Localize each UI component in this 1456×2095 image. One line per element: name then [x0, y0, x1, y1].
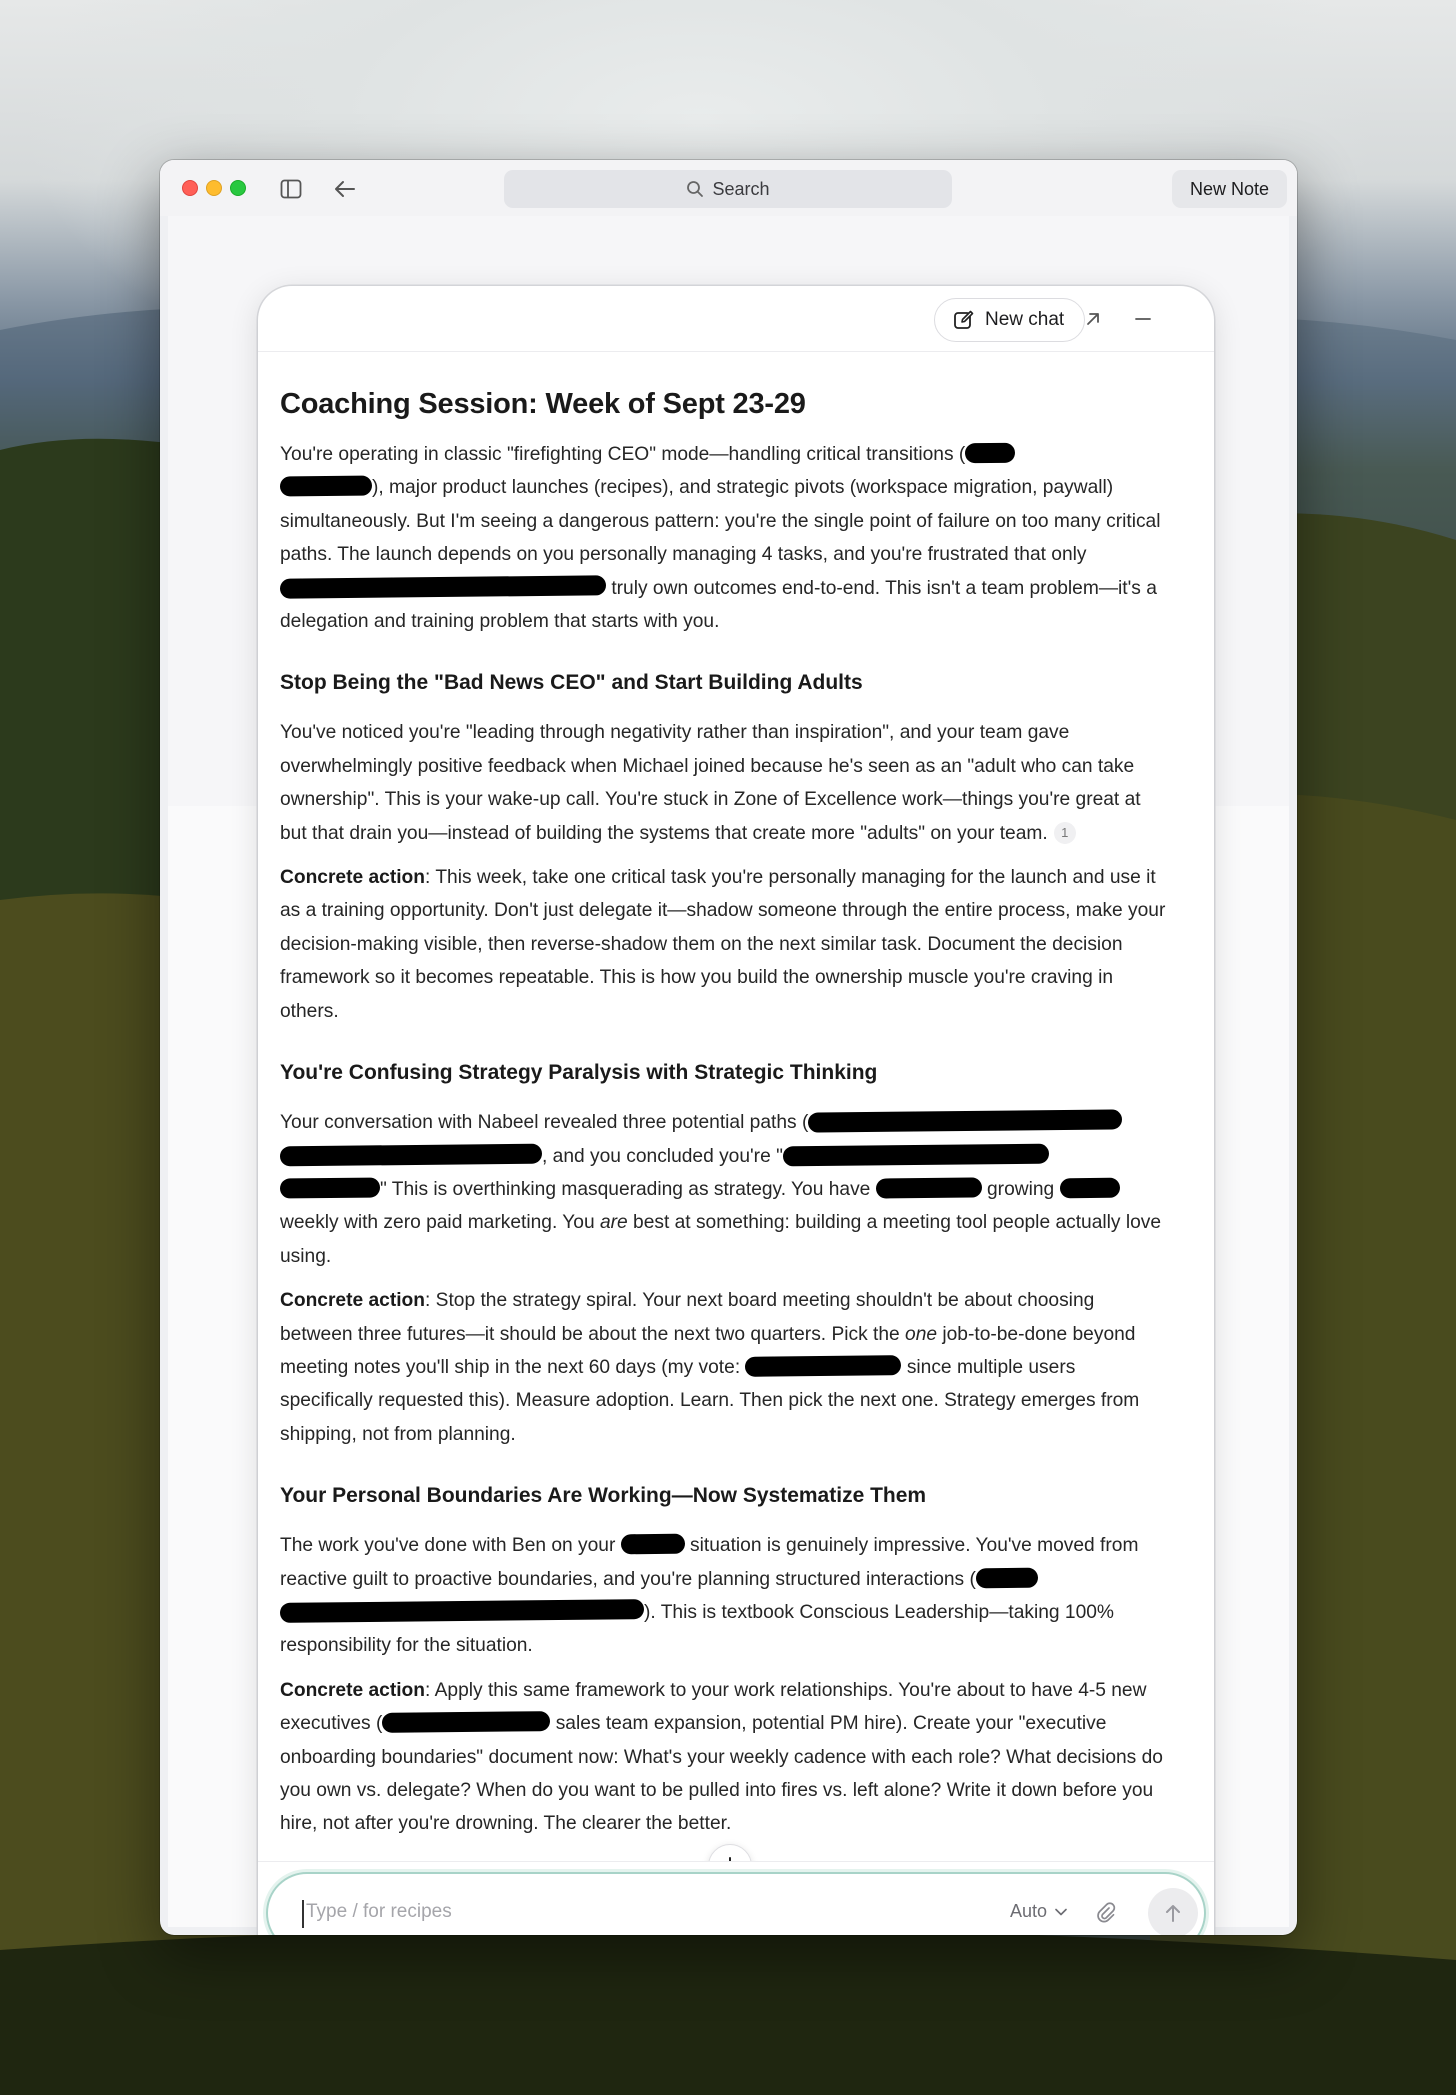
redaction-bar	[965, 443, 1015, 464]
sidebar-toggle-icon[interactable]	[276, 174, 306, 204]
response-title: Coaching Session: Week of Sept 23-29	[280, 388, 806, 420]
section-paragraph	[280, 1529, 1170, 1663]
redaction-bar	[280, 1599, 644, 1623]
action-label: Concrete action	[280, 1290, 426, 1312]
redaction-bar	[280, 575, 606, 598]
search-label: Search	[712, 178, 770, 199]
action-label: Concrete action	[280, 1679, 426, 1701]
section-heading: You're Confusing Strategy Paralysis with Strategic Thinking	[280, 1061, 878, 1085]
section-paragraph	[280, 1106, 1170, 1273]
titlebar	[160, 160, 1297, 216]
back-arrow-icon[interactable]	[330, 174, 360, 204]
text-span: You've noticed you're "leading through negativity rather than inspiration", and your team gave overwhelmingly positive feedback when Michael joined because he's seen as an "adult who can take ownership". This is your wake-up call. You're stuck in Zone of Excellence work—things you're great at but that drain you—instead of building the systems that create more "adults" on your team.	[280, 722, 1141, 844]
chevron-down-icon	[1055, 1908, 1067, 1916]
response-content	[280, 384, 1170, 1852]
search-icon	[686, 180, 704, 198]
input-placeholder: Type / for recipes	[306, 1901, 452, 1922]
text-span: " This is overthinking masquerading as strategy. You have	[380, 1178, 876, 1200]
attach-button[interactable]	[1090, 1896, 1124, 1930]
text-span: : Stop the strategy spiral. Your next board meeting shouldn't be about choosing between three futures—it should be about the next two quarters. Pick the	[280, 1290, 1095, 1345]
concrete-action-paragraph	[280, 1284, 1170, 1451]
text-span: The work you've done with Ben on your	[280, 1535, 621, 1557]
close-window-button[interactable]	[182, 180, 198, 196]
text-span: ). This is textbook Conscious Leadership—taking 100% responsibility for the situation.	[280, 1601, 1114, 1657]
text-span: situation is genuinely impressive. You've moved from reactive guilt to proactive boundaries, and you're planning structured interactions (	[280, 1535, 1139, 1590]
action-label: Concrete action	[280, 867, 426, 889]
section-heading: Your Personal Boundaries Are Working—Now Systematize Them	[280, 1484, 927, 1508]
new-chat-button[interactable]	[934, 298, 1085, 342]
text-span: truly own outcomes end-to-end. This isn't a team problem—it's a delegation and training problem that starts with you.	[280, 577, 1157, 633]
text-span: sales team expansion, potential PM hire). Create your "executive onboarding boundaries" document now: What's your weekly cadence with each role? What decisions do you own vs. delegate? When do you want to be pulled into fires vs. left alone? Write it down before you hire, not after you're drowning. The clearer the better.	[280, 1713, 1163, 1835]
redaction-bar	[280, 1143, 542, 1166]
expand-arrow-icon[interactable]	[1076, 302, 1110, 336]
minimize-icon[interactable]	[1126, 302, 1160, 336]
zoom-window-button[interactable]	[230, 180, 246, 196]
composer-area	[258, 1861, 1214, 1935]
text-span: job-to-be-done beyond meeting notes you'll ship in the next 60 days (my vote:	[280, 1323, 1136, 1378]
text-span: growing	[981, 1178, 1060, 1200]
emphasis-text: are	[599, 1212, 628, 1234]
text-span: ), major product launches (recipes), and strategic pivots (workspace migration, paywall) simultaneously. But I'm seeing a dangerous pattern: you're the single point of failure on too many critical paths. The launch depends on you personally managing 4 tasks, and you're frustrated that only	[280, 477, 1161, 566]
redaction-bar	[382, 1711, 550, 1733]
text-span: : Apply this same framework to your work relationships. You're about to have 4-5 new executives (	[280, 1679, 1147, 1735]
section-paragraph	[280, 716, 1170, 850]
compose-icon	[953, 309, 975, 331]
redaction-bar	[745, 1355, 901, 1377]
text-span: You're operating in classic "firefighting CEO" mode—handling critical transitions (	[280, 444, 966, 465]
redaction-bar	[280, 476, 372, 497]
intro-paragraph	[280, 438, 1170, 638]
model-selector[interactable]	[1010, 1901, 1067, 1922]
text-span: weekly with zero paid marketing. You	[280, 1212, 600, 1234]
chat-header	[258, 286, 1214, 352]
text-span: : This week, take one critical task you're personally managing for the launch and use it as a training opportunity. Don't just delegate it—shadow someone through the entire process, make your decision-making visible, then reverse-shadow them on the next similar task. Document the decision framework so it becomes repeatable. This is how you build the ownership muscle you're craving in others.	[280, 867, 1166, 1022]
arrow-up-icon	[1164, 1903, 1182, 1923]
text-span: Your conversation with Nabeel revealed three potential paths (	[280, 1112, 809, 1134]
new-note-button[interactable]: New Note	[1172, 170, 1287, 208]
emphasis-text: one	[905, 1323, 938, 1345]
chat-input[interactable]	[266, 1872, 1206, 1935]
citation-badge[interactable]: 1	[1054, 822, 1076, 844]
redaction-bar	[976, 1567, 1038, 1588]
concrete-action-paragraph	[280, 861, 1170, 1028]
new-chat-label: New chat	[985, 309, 1065, 330]
app-window	[160, 160, 1297, 1935]
search-field[interactable]	[504, 170, 952, 208]
redaction-bar	[783, 1143, 1049, 1166]
redaction-bar	[808, 1109, 1122, 1132]
model-selector-label: Auto	[1010, 1901, 1048, 1921]
text-caret	[302, 1900, 304, 1928]
paperclip-icon	[1095, 1901, 1119, 1925]
redaction-bar	[876, 1177, 982, 1198]
text-span: , and you concluded you're "	[542, 1145, 783, 1167]
chat-panel	[258, 286, 1214, 1935]
send-button[interactable]	[1148, 1888, 1198, 1935]
redaction-bar	[621, 1534, 685, 1555]
concrete-action-paragraph	[280, 1674, 1170, 1841]
section-heading: Stop Being the "Bad News CEO" and Start Building Adults	[280, 671, 863, 695]
minimize-window-button[interactable]	[206, 180, 222, 196]
text-span: since multiple users specifically requested this). Measure adoption. Learn. Then pick the next one. Strategy emerges from shipping, not from planning.	[280, 1356, 1140, 1445]
redaction-bar	[280, 1177, 380, 1198]
note-content-area	[168, 216, 1289, 1927]
text-span: best at something: building a meeting tool people actually love using.	[280, 1212, 1162, 1267]
redaction-bar	[1059, 1178, 1119, 1199]
